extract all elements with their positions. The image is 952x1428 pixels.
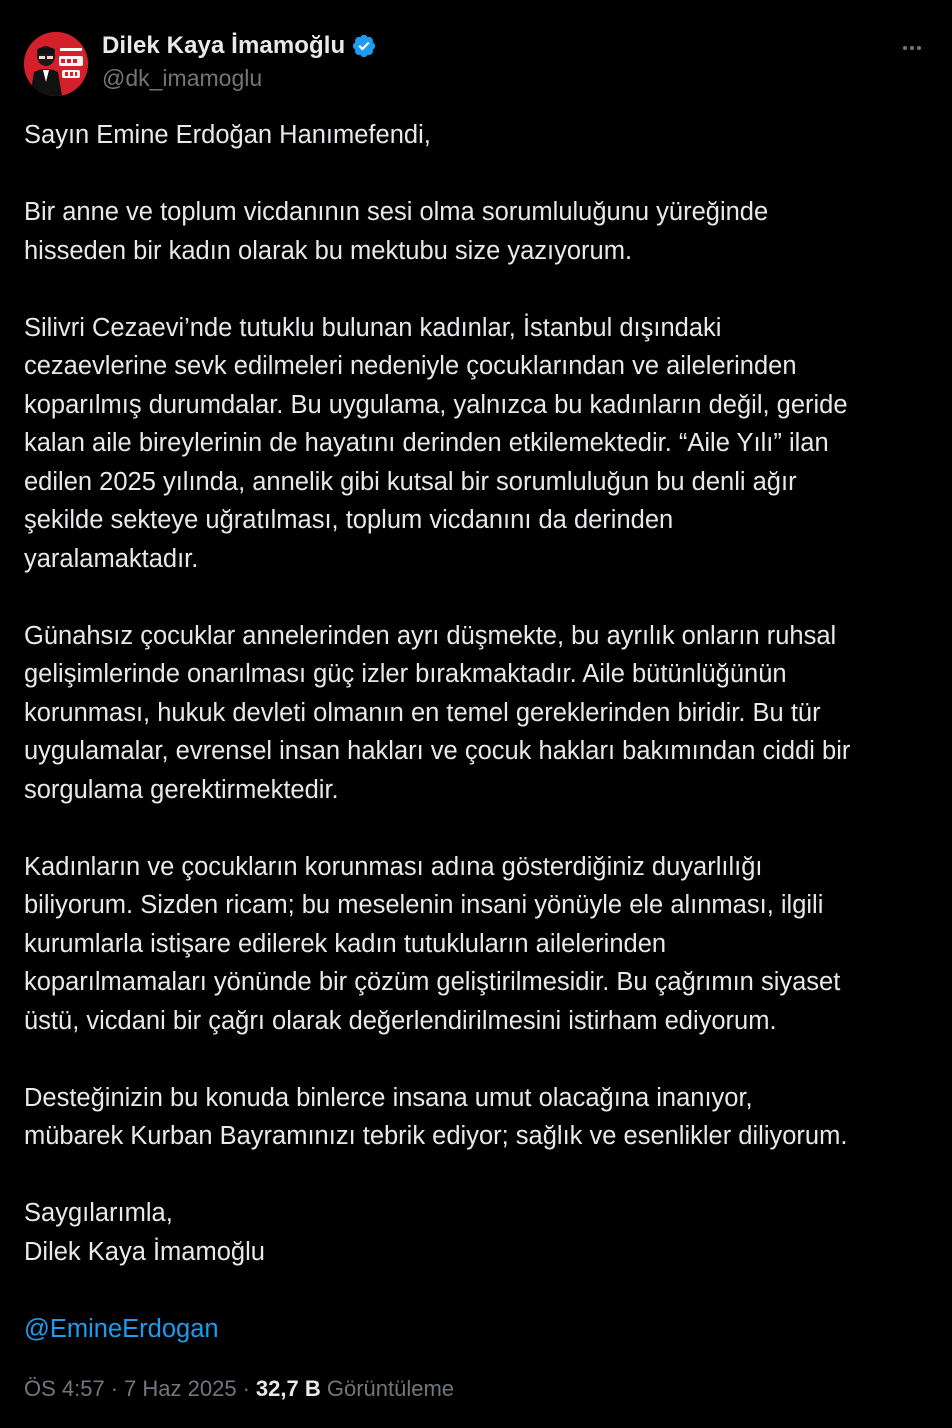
- text-line: Dilek Kaya İmamoğlu: [24, 1237, 265, 1266]
- text-line: Desteğinizin bu konuda binlerce insana umut olacağına inanıyor,: [24, 1083, 753, 1112]
- text-line: Bir anne ve toplum vicdanının sesi olma sorumluluğunu yüreğinde: [24, 198, 769, 226]
- text-line: Saygılarımla,: [24, 1199, 173, 1227]
- paragraph-wishes: [24, 1079, 930, 1156]
- tweet-date: 7 Haz 2025: [124, 1376, 237, 1401]
- text-line: kurumlarla istişare edilerek kadın tutukluların ailelerinden: [24, 929, 667, 958]
- views-count: 32,7 B: [255, 1376, 321, 1401]
- text-line: uygulamalar, evrensel insan hakları ve çocuk hakları bakımından ciddi bir: [24, 737, 851, 765]
- views-label: Görüntüleme: [326, 1376, 455, 1401]
- paragraph-signature: [24, 1194, 930, 1271]
- paragraph-salutation: [24, 116, 930, 155]
- text-line: yaralamaktadır.: [24, 544, 199, 573]
- text-line: koparılmamaları yönünde bir çözüm geliştirilmesidir. Bu çağrımın siyaset: [24, 968, 841, 996]
- tweet-time: ÖS 4:57: [24, 1376, 105, 1401]
- author-names: [102, 30, 377, 92]
- more-options-button[interactable]: [896, 32, 928, 64]
- avatar[interactable]: [24, 32, 88, 96]
- text-line: üstü, vicdani bir çağrı olarak değerlendirilmesini istirham ediyorum.: [24, 1006, 777, 1035]
- author-handle[interactable]: @dk_imamoglu: [102, 65, 263, 91]
- verified-badge-icon[interactable]: [351, 33, 377, 59]
- tweet-time-link[interactable]: [24, 1376, 237, 1401]
- avatar-image: [24, 32, 88, 96]
- text-line: biliyorum. Sizden ricam; bu meselenin insani yönüyle ele alınması, ilgili: [24, 891, 824, 919]
- display-name-row[interactable]: [102, 30, 377, 62]
- text-line: koparılmış durumdalar. Bu uygulama, yalnızca bu kadınların değil, geride: [24, 390, 848, 419]
- text-line: gelişimlerinde onarılması güç izler bırakmaktadır. Aile bütünlüğünün: [24, 660, 787, 688]
- text-line: sorgulama gerektirmektedir.: [24, 775, 339, 804]
- tweet-meta: [24, 1376, 454, 1402]
- text-line: Kadınların ve çocukların korunması adına gösterdiğiniz duyarlılığı: [24, 852, 763, 881]
- display-name[interactable]: Dilek Kaya İmamoğlu: [102, 32, 346, 59]
- more-options-icon: [900, 36, 924, 60]
- paragraph-mention: [24, 1310, 930, 1349]
- views-link[interactable]: [256, 1376, 454, 1401]
- text-line: kalan aile bireylerinin de hayatını derinden etkilemektedir. “Aile Yılı” ilan: [24, 429, 829, 457]
- text-line: Silivri Cezaevi’nde tutuklu bulunan kadınlar, İstanbul dışındaki: [24, 313, 722, 342]
- tweet-header: [24, 28, 928, 96]
- paragraph-silivri: [24, 309, 930, 579]
- paragraph-request: [24, 848, 930, 1041]
- tweet-text: [24, 116, 930, 1348]
- text-line: hisseden bir kadın olarak bu mektubu size yazıyorum.: [24, 236, 633, 265]
- paragraph-intro: [24, 193, 930, 270]
- text-line: Günahsız çocuklar annelerinden ayrı düşmekte, bu ayrılık onların ruhsal: [24, 621, 837, 650]
- text-line: Sayın Emine Erdoğan Hanımefendi,: [24, 121, 431, 149]
- mention-link[interactable]: @EmineErdogan: [24, 1314, 219, 1343]
- separator: ·: [110, 1376, 119, 1401]
- text-line: korunması, hukuk devleti olmanın en temel gereklerinden biridir. Bu tür: [24, 698, 821, 727]
- text-line: edilen 2025 yılında, annelik gibi kutsal bir sorumluluğun bu denli ağır: [24, 467, 797, 496]
- text-line: cezaevlerine sevk edilmeleri nedeniyle çocuklarından ve ailelerinden: [24, 352, 797, 380]
- paragraph-children: [24, 617, 930, 810]
- text-line: mübarek Kurban Bayramınızı tebrik ediyor; sağlık ve esenlikler diliyorum.: [24, 1122, 848, 1150]
- text-line: şekilde sekteye uğratılması, toplum vicdanını da derinden: [24, 506, 674, 534]
- separator: ·: [242, 1376, 250, 1401]
